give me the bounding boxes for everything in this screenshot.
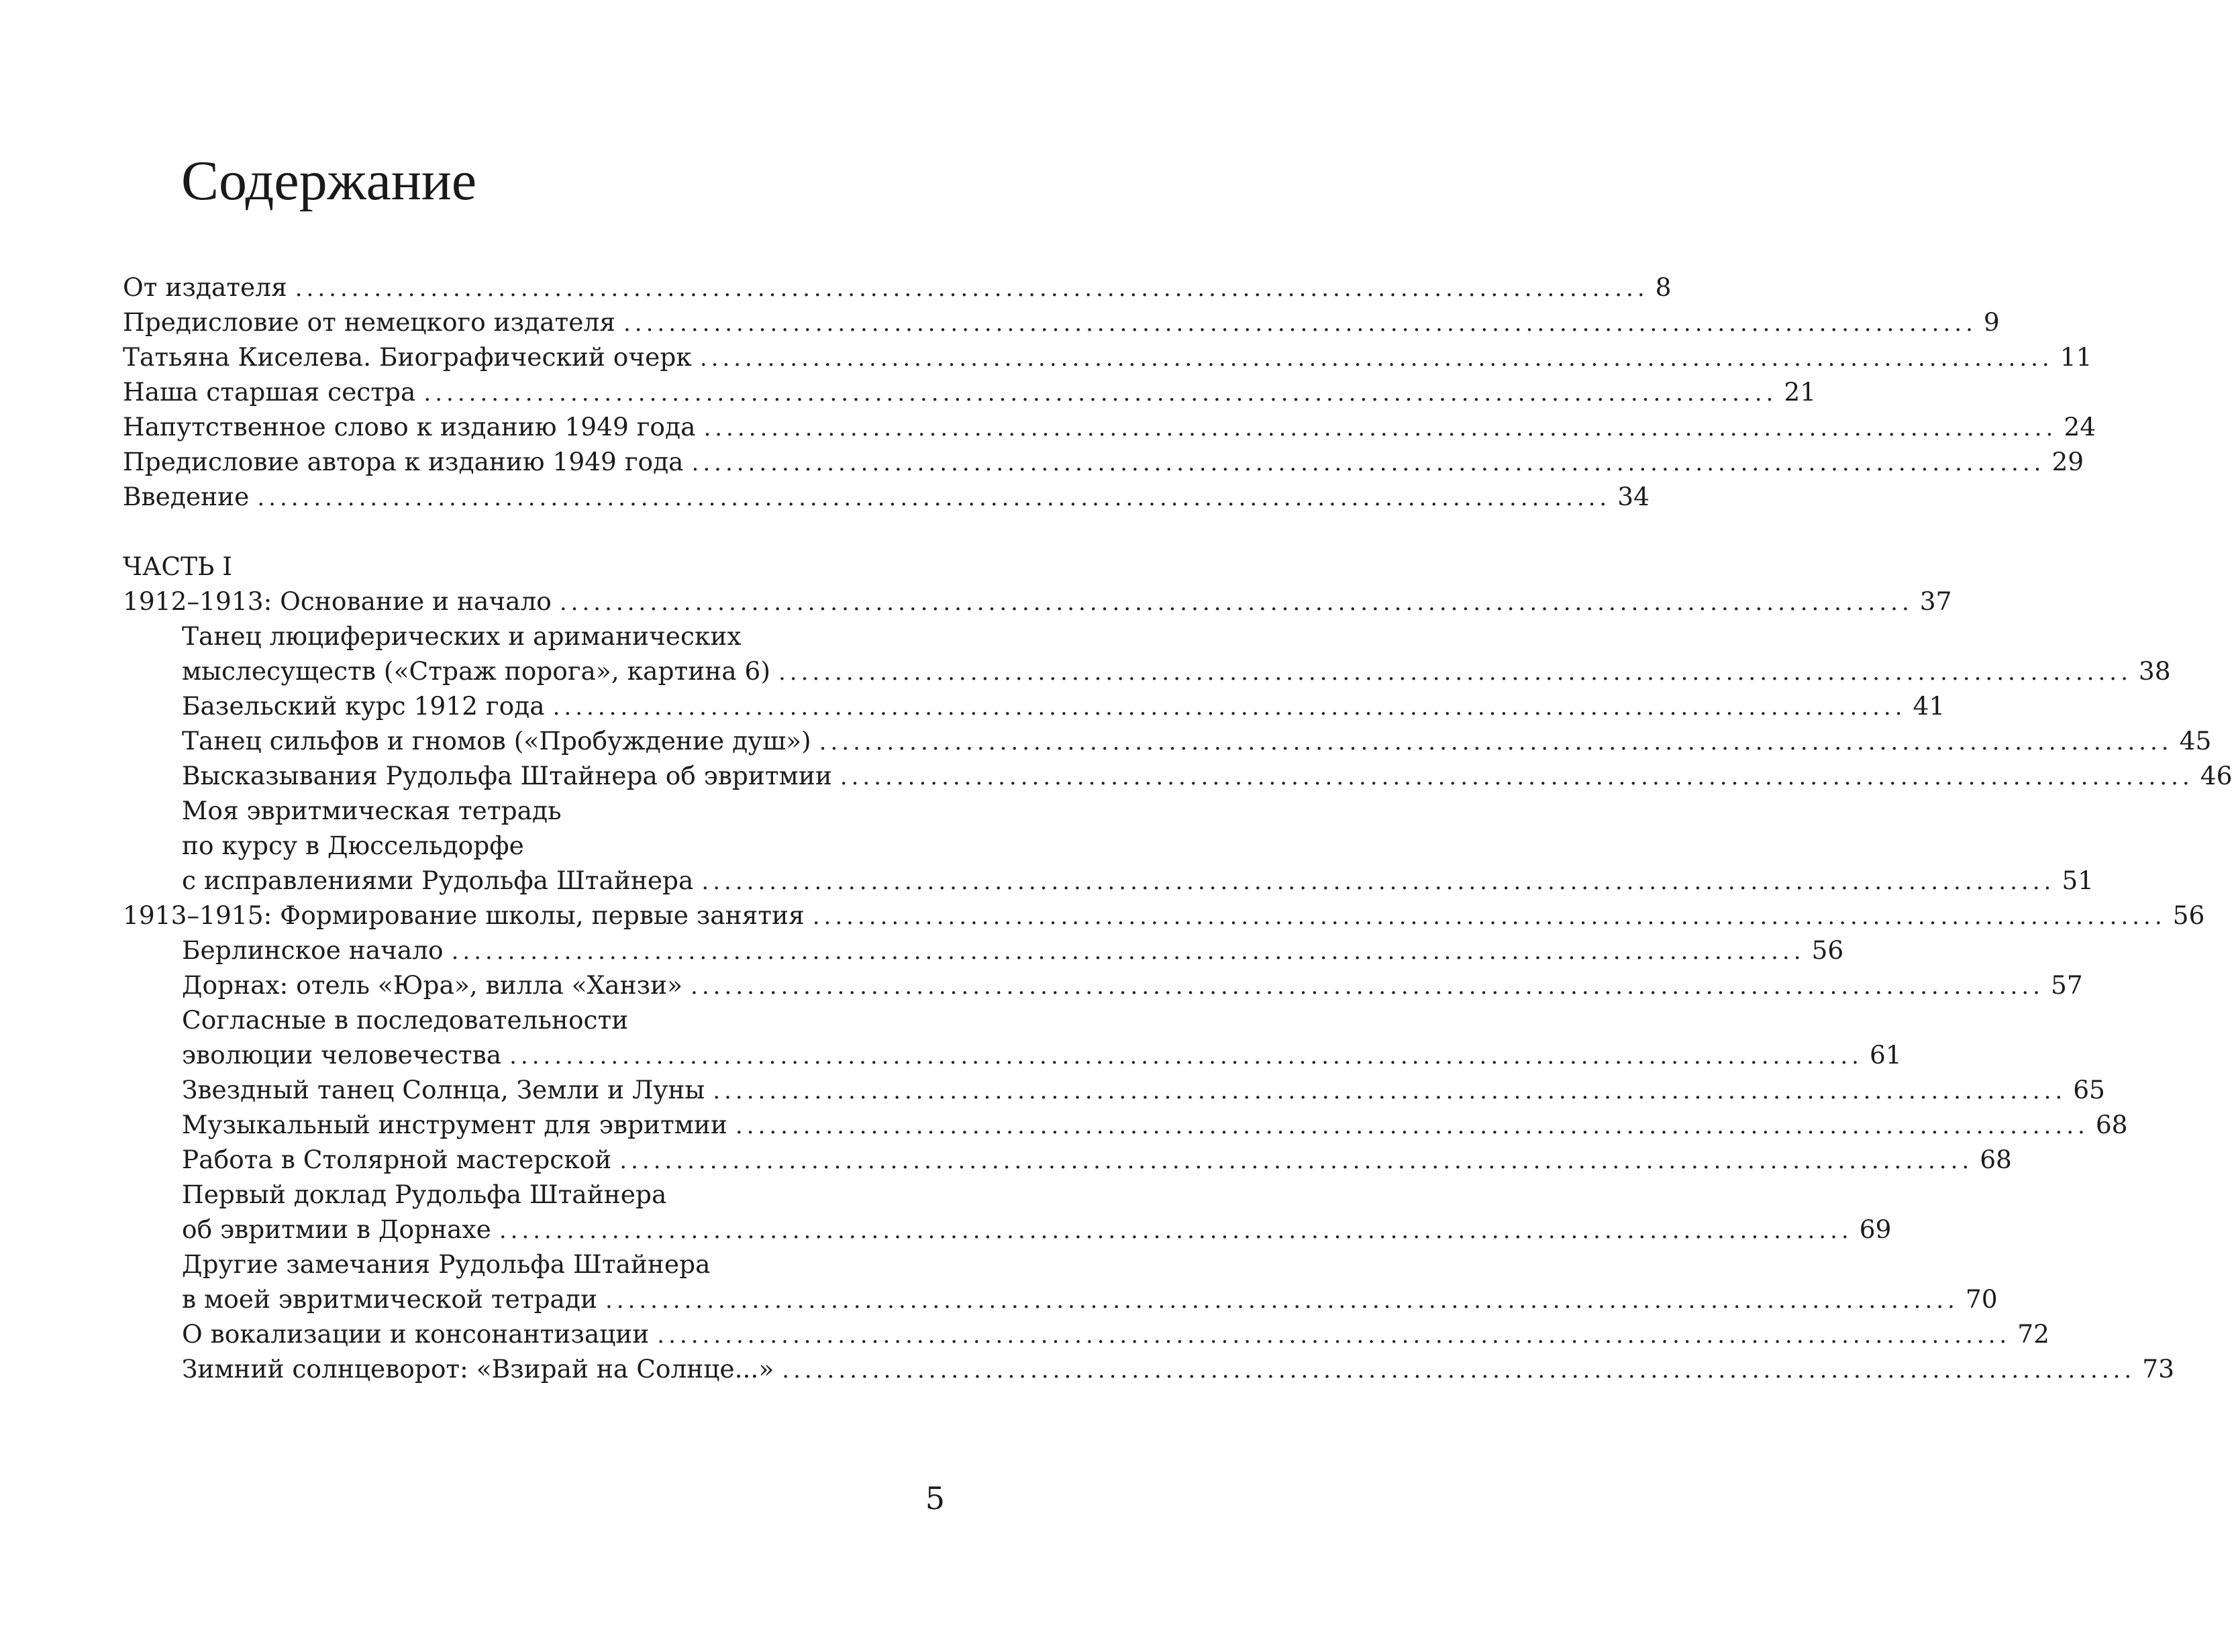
entry-page-number: 11 xyxy=(2060,342,2092,372)
entry-page-number: 70 xyxy=(1965,1284,1998,1314)
entry-title: О вокализации и консонантизации xyxy=(182,1319,650,1349)
entry-page-number: 57 xyxy=(2050,970,2083,1000)
toc-entry[interactable] xyxy=(123,340,2092,374)
chapter-entry[interactable] xyxy=(123,584,1952,619)
subentry[interactable] xyxy=(123,1282,1998,1317)
entry-title: Работа в Столярной мастерской xyxy=(182,1145,612,1174)
subentry[interactable] xyxy=(123,723,2212,758)
subentry[interactable] xyxy=(123,863,2094,898)
dot-leader: ........................................................................................................................ xyxy=(691,973,2044,1000)
table-of-contents xyxy=(123,270,2232,1386)
subentry[interactable] xyxy=(123,1317,2049,1351)
entry-continued-line xyxy=(123,828,945,863)
entry-page-number: 29 xyxy=(2051,447,2084,476)
entry-page-number: 65 xyxy=(2073,1075,2105,1104)
entry-page-number: 56 xyxy=(1811,935,1844,965)
dot-leader: ........................................................................................................................ xyxy=(619,1147,1974,1174)
dot-leader: ........................................................................................................................ xyxy=(509,1043,1863,1070)
entry-page-number: 46 xyxy=(2200,761,2232,790)
entry-page-number: 61 xyxy=(1870,1040,1902,1070)
entry-page-number: 34 xyxy=(1617,482,1650,511)
entry-title: в моей эвритмической тетради xyxy=(182,1284,597,1314)
subentry[interactable] xyxy=(123,1072,2105,1107)
toc-entry[interactable] xyxy=(123,270,1672,305)
entry-title: Напутственное слово к изданию 1949 года xyxy=(123,412,696,442)
chapter-2-subentries xyxy=(123,933,2174,1386)
entry-title: Дорнах: отель «Юра», вилла «Ханзи» xyxy=(182,970,683,1000)
dot-leader: ........................................................................................................................ xyxy=(657,1322,2011,1349)
chapter-entry[interactable] xyxy=(123,898,2205,933)
dot-leader: ........................................................................................................................ xyxy=(605,1287,1959,1314)
section-spacer xyxy=(123,514,945,549)
entry-page-number: 8 xyxy=(1655,272,1672,302)
entry-page-number: 41 xyxy=(1913,691,1945,721)
dot-leader: ........................................................................................................................ xyxy=(840,764,2194,790)
entry-page-number: 9 xyxy=(1983,307,2000,337)
dot-leader: ........................................................................................................................ xyxy=(423,380,1778,407)
dot-leader: ........................................................................................................................ xyxy=(819,729,2173,756)
dot-leader: ........................................................................................................................ xyxy=(701,868,2056,895)
entry-continued-line xyxy=(123,793,945,828)
dot-leader: ........................................................................................................................ xyxy=(499,1217,1853,1244)
entry-title: Татьяна Киселева. Биографический очерк xyxy=(123,342,692,372)
dot-leader: ........................................................................................................................ xyxy=(699,345,2053,372)
entry-title-part: Согласные в последовательности xyxy=(182,1005,629,1035)
entry-title-part: Другие замечания Рудольфа Штайнера xyxy=(182,1249,711,1279)
entry-continued-line xyxy=(123,1247,945,1282)
dot-leader: ........................................................................................................................ xyxy=(703,415,2058,442)
subentry[interactable] xyxy=(123,1351,2174,1386)
entry-page-number: 38 xyxy=(2138,656,2171,686)
entry-title-part: Танец люциферических и ариманических xyxy=(182,621,742,651)
entry-page-number: 73 xyxy=(2142,1354,2174,1384)
dot-leader: ........................................................................................................................ xyxy=(257,484,1611,511)
dot-leader: ........................................................................................................................ xyxy=(559,589,1913,616)
front-matter-list xyxy=(123,270,2096,514)
dot-leader: ........................................................................................................................ xyxy=(295,275,1649,302)
entry-continued-line xyxy=(123,619,945,654)
dot-leader: ........................................................................................................................ xyxy=(735,1113,2089,1139)
entry-title: Предисловие автора к изданию 1949 года xyxy=(123,447,684,476)
subentry[interactable] xyxy=(123,1142,2012,1177)
dot-leader: ........................................................................................................................ xyxy=(451,938,1805,965)
entry-title: Музыкальный инструмент для эвритмии xyxy=(182,1110,727,1139)
entry-title-part: Моя эвритмическая тетрадь xyxy=(182,796,562,825)
chapter-1-subentries xyxy=(123,619,2232,898)
entry-title: 1913–1915: Формирование школы, первые занятия xyxy=(123,900,805,930)
dot-leader: ........................................................................................................................ xyxy=(552,694,1907,721)
entry-page-number: 68 xyxy=(1980,1145,2012,1174)
entry-title: Высказывания Рудольфа Штайнера об эвритмии xyxy=(182,761,832,790)
entry-page-number: 45 xyxy=(2179,726,2212,756)
dot-leader: ........................................................................................................................ xyxy=(778,659,2132,686)
entry-title: мыслесуществ («Страж порога», картина 6) xyxy=(182,656,770,686)
entry-page-number: 51 xyxy=(2062,866,2094,895)
toc-entry[interactable] xyxy=(123,409,2096,444)
entry-page-number: 72 xyxy=(2017,1319,2049,1349)
dot-leader: ........................................................................................................................ xyxy=(623,310,1977,337)
entry-title: об эвритмии в Дорнахе xyxy=(182,1215,491,1244)
entry-title: с исправлениями Рудольфа Штайнера xyxy=(182,866,694,895)
subentry[interactable] xyxy=(123,758,2232,793)
entry-title: Звездный танец Солнца, Земли и Луны xyxy=(182,1075,705,1104)
entry-title: Берлинское начало xyxy=(182,935,444,965)
subentry[interactable] xyxy=(123,1037,1902,1072)
toc-entry[interactable] xyxy=(123,479,1650,514)
entry-page-number: 68 xyxy=(2095,1110,2128,1139)
toc-entry[interactable] xyxy=(123,374,1817,409)
dot-leader: ........................................................................................................................ xyxy=(691,450,2045,476)
entry-title: От издателя xyxy=(123,272,287,302)
dot-leader: ........................................................................................................................ xyxy=(812,903,2166,930)
entry-continued-line xyxy=(123,1177,945,1212)
entry-title: эволюции человечества xyxy=(182,1040,502,1070)
entry-title: Предисловие от немецкого издателя xyxy=(123,307,615,337)
entry-title: Танец сильфов и гномов («Пробуждение душ») xyxy=(182,726,811,756)
entry-title: Наша старшая сестра xyxy=(123,377,416,407)
entry-page-number: 37 xyxy=(1919,586,1952,616)
entry-title-part: Первый доклад Рудольфа Штайнера xyxy=(182,1180,667,1209)
toc-entry[interactable] xyxy=(123,444,2084,479)
entry-page-number: 24 xyxy=(2064,412,2096,442)
dot-leader: ........................................................................................................................ xyxy=(713,1078,2067,1104)
subentry[interactable] xyxy=(123,688,1945,723)
subentry[interactable] xyxy=(123,1212,1892,1247)
subentry[interactable] xyxy=(123,933,1844,968)
subentry[interactable] xyxy=(123,654,2171,688)
page-title: Содержание xyxy=(181,150,477,212)
dot-leader: ........................................................................................................................ xyxy=(782,1357,2136,1384)
entry-title: 1912–1913: Основание и начало xyxy=(123,586,552,616)
entry-page-number: 69 xyxy=(1859,1215,1892,1244)
subentry[interactable] xyxy=(123,968,2083,1002)
entry-page-number: 56 xyxy=(2172,900,2205,930)
part-heading: ЧАСТЬ I xyxy=(123,552,233,581)
entry-title-part: по курсу в Дюссельдорфе xyxy=(182,831,524,860)
subentry[interactable] xyxy=(123,1107,2128,1142)
page-number: 5 xyxy=(925,1480,945,1516)
entry-continued-line xyxy=(123,1002,945,1037)
toc-entry[interactable] xyxy=(123,305,2000,340)
entry-title: Зимний солнцеворот: «Взирай на Солнце...» xyxy=(182,1354,774,1384)
entry-title: Введение xyxy=(123,482,250,511)
entry-title: Базельский курс 1912 года xyxy=(182,691,545,721)
entry-page-number: 21 xyxy=(1784,377,1817,407)
